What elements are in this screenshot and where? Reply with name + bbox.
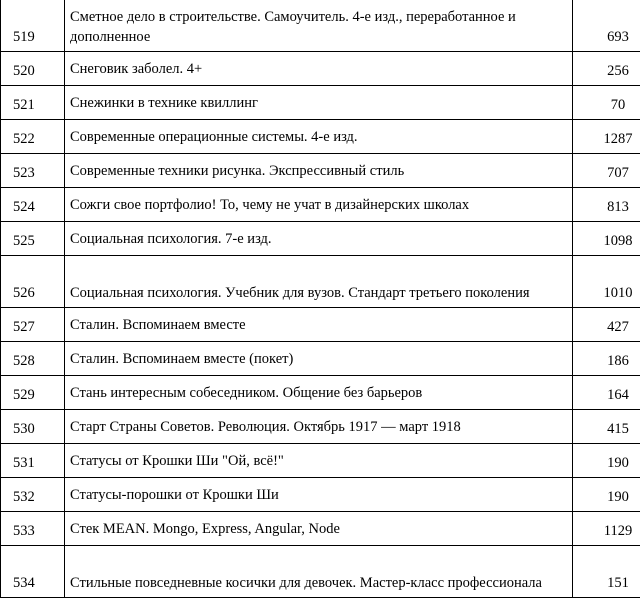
row-number: 520: [1, 52, 65, 86]
table-row: [1, 86, 640, 120]
book-title: Современные техники рисунка. Экспрессивный стиль: [65, 154, 573, 188]
book-title: Снежинки в технике квиллинг: [65, 86, 573, 120]
page-count: 1287: [573, 120, 640, 154]
page-count: 1098: [573, 222, 640, 256]
table-row: [1, 188, 640, 222]
page-count: 1010: [573, 256, 640, 308]
page-count: 415: [573, 410, 640, 444]
row-number: 527: [1, 308, 65, 342]
page-count: 164: [573, 376, 640, 410]
table-row: [1, 222, 640, 256]
page-count: 190: [573, 444, 640, 478]
row-number: 523: [1, 154, 65, 188]
page-count: 707: [573, 154, 640, 188]
book-title: Сожги свое портфолио! То, чему не учат в дизайнерских школах: [65, 188, 573, 222]
book-title: Социальная психология. Учебник для вузов. Стандарт третьего поколения: [65, 256, 573, 308]
row-number: 524: [1, 188, 65, 222]
page-count: 151: [573, 546, 640, 598]
row-number: 534: [1, 546, 65, 598]
page-count: 693: [573, 0, 640, 52]
page-count: 1129: [573, 512, 640, 546]
book-title: Снеговик заболел. 4+: [65, 52, 573, 86]
book-title: Социальная психология. 7-е изд.: [65, 222, 573, 256]
row-number: 522: [1, 120, 65, 154]
book-title: Стань интересным собеседником. Общение без барьеров: [65, 376, 573, 410]
table-row: [1, 154, 640, 188]
table-row: [1, 0, 640, 52]
table-row: [1, 376, 640, 410]
page-count: 186: [573, 342, 640, 376]
row-number: 525: [1, 222, 65, 256]
page-count: 813: [573, 188, 640, 222]
table-row: [1, 342, 640, 376]
book-title: Сметное дело в строительстве. Самоучитель. 4-е изд., переработанное и дополненное: [65, 0, 573, 52]
row-number: 532: [1, 478, 65, 512]
book-title: Стек MEAN. Mongo, Express, Angular, Node: [65, 512, 573, 546]
table-body: [1, 0, 640, 598]
table-row: [1, 120, 640, 154]
row-number: 521: [1, 86, 65, 120]
page-count: 427: [573, 308, 640, 342]
book-title: Современные операционные системы. 4-е изд.: [65, 120, 573, 154]
row-number: 526: [1, 256, 65, 308]
table-row: [1, 308, 640, 342]
row-number: 528: [1, 342, 65, 376]
book-title: Статусы от Крошки Ши "Ой, всё!": [65, 444, 573, 478]
page-count: 70: [573, 86, 640, 120]
table-row: [1, 478, 640, 512]
book-title: Статусы-порошки от Крошки Ши: [65, 478, 573, 512]
book-title: Старт Страны Советов. Революция. Октябрь 1917 — март 1918: [65, 410, 573, 444]
table-row: [1, 52, 640, 86]
page-count: 190: [573, 478, 640, 512]
table-row: [1, 444, 640, 478]
table-row: [1, 512, 640, 546]
row-number: 519: [1, 0, 65, 52]
book-title: Сталин. Вспоминаем вместе: [65, 308, 573, 342]
row-number: 530: [1, 410, 65, 444]
page-count: 256: [573, 52, 640, 86]
book-title: Стильные повседневные косички для девочек. Мастер-класс профессионала: [65, 546, 573, 598]
table-row: [1, 410, 640, 444]
book-title: Сталин. Вспоминаем вместе (покет): [65, 342, 573, 376]
row-number: 529: [1, 376, 65, 410]
row-number: 533: [1, 512, 65, 546]
row-number: 531: [1, 444, 65, 478]
table-row: [1, 256, 640, 308]
table-row: [1, 546, 640, 598]
